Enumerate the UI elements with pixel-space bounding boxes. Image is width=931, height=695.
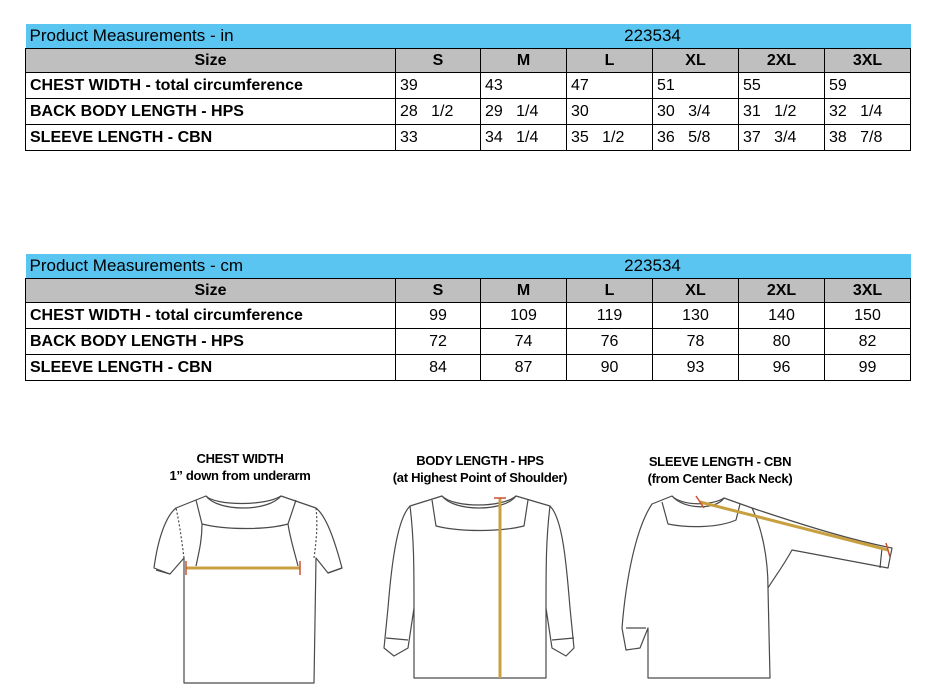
- cell: 84: [396, 355, 481, 381]
- sleeve-length-diagram: [612, 488, 912, 688]
- table-title: Product Measurements - in: [26, 24, 396, 49]
- size-col-s: S: [396, 49, 481, 73]
- size-col-xl: XL: [653, 279, 739, 303]
- size-col-m: M: [481, 49, 567, 73]
- cell: 140: [739, 303, 825, 329]
- size-col-l: L: [567, 49, 653, 73]
- body-length-diagram: [370, 488, 590, 688]
- body-subtitle: (at Highest Point of Shoulder): [392, 470, 568, 485]
- table-row: [26, 73, 911, 99]
- size-col-l: L: [567, 279, 653, 303]
- row-label: CHEST WIDTH - total circumference: [26, 303, 396, 329]
- cell: 43: [481, 73, 567, 99]
- cell: 99: [396, 303, 481, 329]
- cell: 35 1/2: [567, 125, 653, 151]
- cell: 109: [481, 303, 567, 329]
- row-label: CHEST WIDTH - total circumference: [26, 73, 396, 99]
- cell: 34 1/4: [481, 125, 567, 151]
- row-label: BACK BODY LENGTH - HPS: [26, 99, 396, 125]
- table-title-row: [26, 254, 911, 279]
- cell: 38 7/8: [825, 125, 911, 151]
- table-title-row: [26, 24, 911, 49]
- size-col-3xl: 3XL: [825, 49, 911, 73]
- size-col-xl: XL: [653, 49, 739, 73]
- cell: 31 1/2: [739, 99, 825, 125]
- body-diagram-title: [360, 452, 600, 486]
- cell: 72: [396, 329, 481, 355]
- cell: 90: [567, 355, 653, 381]
- body-title: BODY LENGTH - HPS: [416, 453, 544, 468]
- size-col-2xl: 2XL: [739, 49, 825, 73]
- cell: 28 1/2: [396, 99, 481, 125]
- cell: 93: [653, 355, 739, 381]
- cell: 59: [825, 73, 911, 99]
- cell: 36 5/8: [653, 125, 739, 151]
- table-header-row: [26, 49, 911, 73]
- cell: 130: [653, 303, 739, 329]
- cell: 33: [396, 125, 481, 151]
- chest-subtitle: 1” down from underarm: [169, 468, 311, 483]
- table-title: Product Measurements - cm: [26, 254, 396, 279]
- cell: 51: [653, 73, 739, 99]
- cell: 29 1/4: [481, 99, 567, 125]
- size-header: Size: [26, 279, 396, 303]
- cell: 99: [825, 355, 911, 381]
- cell: 47: [567, 73, 653, 99]
- chest-width-diagram: [136, 488, 356, 688]
- cell: 96: [739, 355, 825, 381]
- size-col-m: M: [481, 279, 567, 303]
- cell: 87: [481, 355, 567, 381]
- cell: 37 3/4: [739, 125, 825, 151]
- row-label: BACK BODY LENGTH - HPS: [26, 329, 396, 355]
- size-col-2xl: 2XL: [739, 279, 825, 303]
- table-row: [26, 125, 911, 151]
- measurements-table-cm: [25, 254, 911, 381]
- cell: 76: [567, 329, 653, 355]
- chest-title: CHEST WIDTH: [196, 451, 284, 466]
- size-header: Size: [26, 49, 396, 73]
- cell: 82: [825, 329, 911, 355]
- cell: 80: [739, 329, 825, 355]
- cell: 30: [567, 99, 653, 125]
- cell: 39: [396, 73, 481, 99]
- table-header-row: [26, 279, 911, 303]
- cell: 55: [739, 73, 825, 99]
- sleeve-title: SLEEVE LENGTH - CBN: [648, 454, 792, 469]
- cell: 78: [653, 329, 739, 355]
- row-label: SLEEVE LENGTH - CBN: [26, 355, 396, 381]
- size-col-3xl: 3XL: [825, 279, 911, 303]
- row-label: SLEEVE LENGTH - CBN: [26, 125, 396, 151]
- cell: 30 3/4: [653, 99, 739, 125]
- size-col-s: S: [396, 279, 481, 303]
- sleeve-diagram-title: [610, 453, 830, 487]
- measurements-table-in: [25, 24, 911, 151]
- sleeve-subtitle: (from Center Back Neck): [647, 471, 793, 486]
- cell: 74: [481, 329, 567, 355]
- table-row: [26, 303, 911, 329]
- table-row: [26, 329, 911, 355]
- table-row: [26, 99, 911, 125]
- cell: 119: [567, 303, 653, 329]
- cell: 32 1/4: [825, 99, 911, 125]
- table-row: [26, 355, 911, 381]
- cell: 150: [825, 303, 911, 329]
- chest-diagram-title: [130, 450, 350, 484]
- style-number: 223534: [567, 24, 739, 49]
- style-number: 223534: [567, 254, 739, 279]
